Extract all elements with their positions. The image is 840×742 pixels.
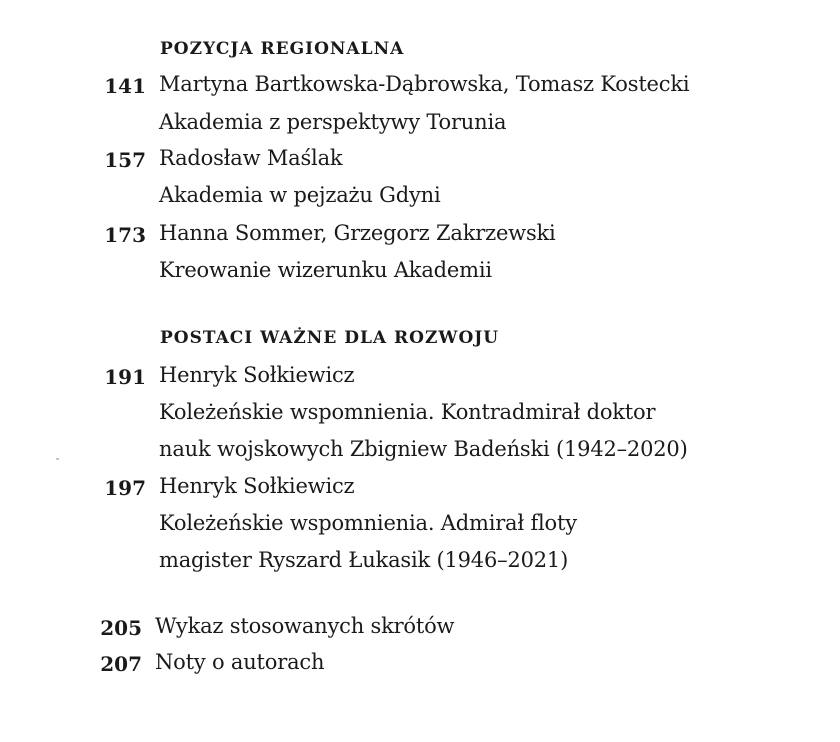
section-heading-regional: POZYCJA REGIONALNA <box>160 39 405 59</box>
toc-page-number: 191 <box>104 365 146 389</box>
toc-entry-author: Henryk Sołkiewicz <box>159 474 355 498</box>
toc-entry-abbreviations: Wykaz stosowanych skrótów <box>155 614 455 638</box>
toc-page-number: 197 <box>104 476 146 500</box>
toc-entry-title: magister Ryszard Łukasik (1946–2021) <box>159 548 569 572</box>
toc-entry-author: Hanna Sommer, Grzegorz Zakrzewski <box>159 221 556 245</box>
scan-speck <box>56 458 59 460</box>
toc-page-number: 141 <box>104 74 146 98</box>
toc-page-number: 157 <box>104 148 146 172</box>
toc-entry-authors-notes: Noty o autorach <box>155 650 325 674</box>
toc-entry-title: Koleżeńskie wspomnienia. Admirał floty <box>159 511 577 535</box>
toc-entry-author: Radosław Maślak <box>159 146 343 170</box>
toc-entry-author: Henryk Sołkiewicz <box>159 363 355 387</box>
toc-entry-title: Akademia z perspektywy Torunia <box>159 110 507 134</box>
toc-page-number: 173 <box>104 223 146 247</box>
toc-page-number: 207 <box>100 652 142 676</box>
toc-entry-title: Kreowanie wizerunku Akademii <box>159 258 492 282</box>
toc-page-number: 205 <box>100 616 142 640</box>
toc-entry-author: Martyna Bartkowska-Dąbrowska, Tomasz Kostecki <box>159 72 690 96</box>
toc-entry-title: Akademia w pejzażu Gdyni <box>159 183 441 207</box>
toc-entry-title: Koleżeńskie wspomnienia. Kontradmirał doktor <box>159 400 656 424</box>
toc-entry-title: nauk wojskowych Zbigniew Badeński (1942–2020) <box>159 437 688 461</box>
section-heading-key-figures: POSTACI WAŻNE DLA ROZWOJU <box>160 328 500 348</box>
